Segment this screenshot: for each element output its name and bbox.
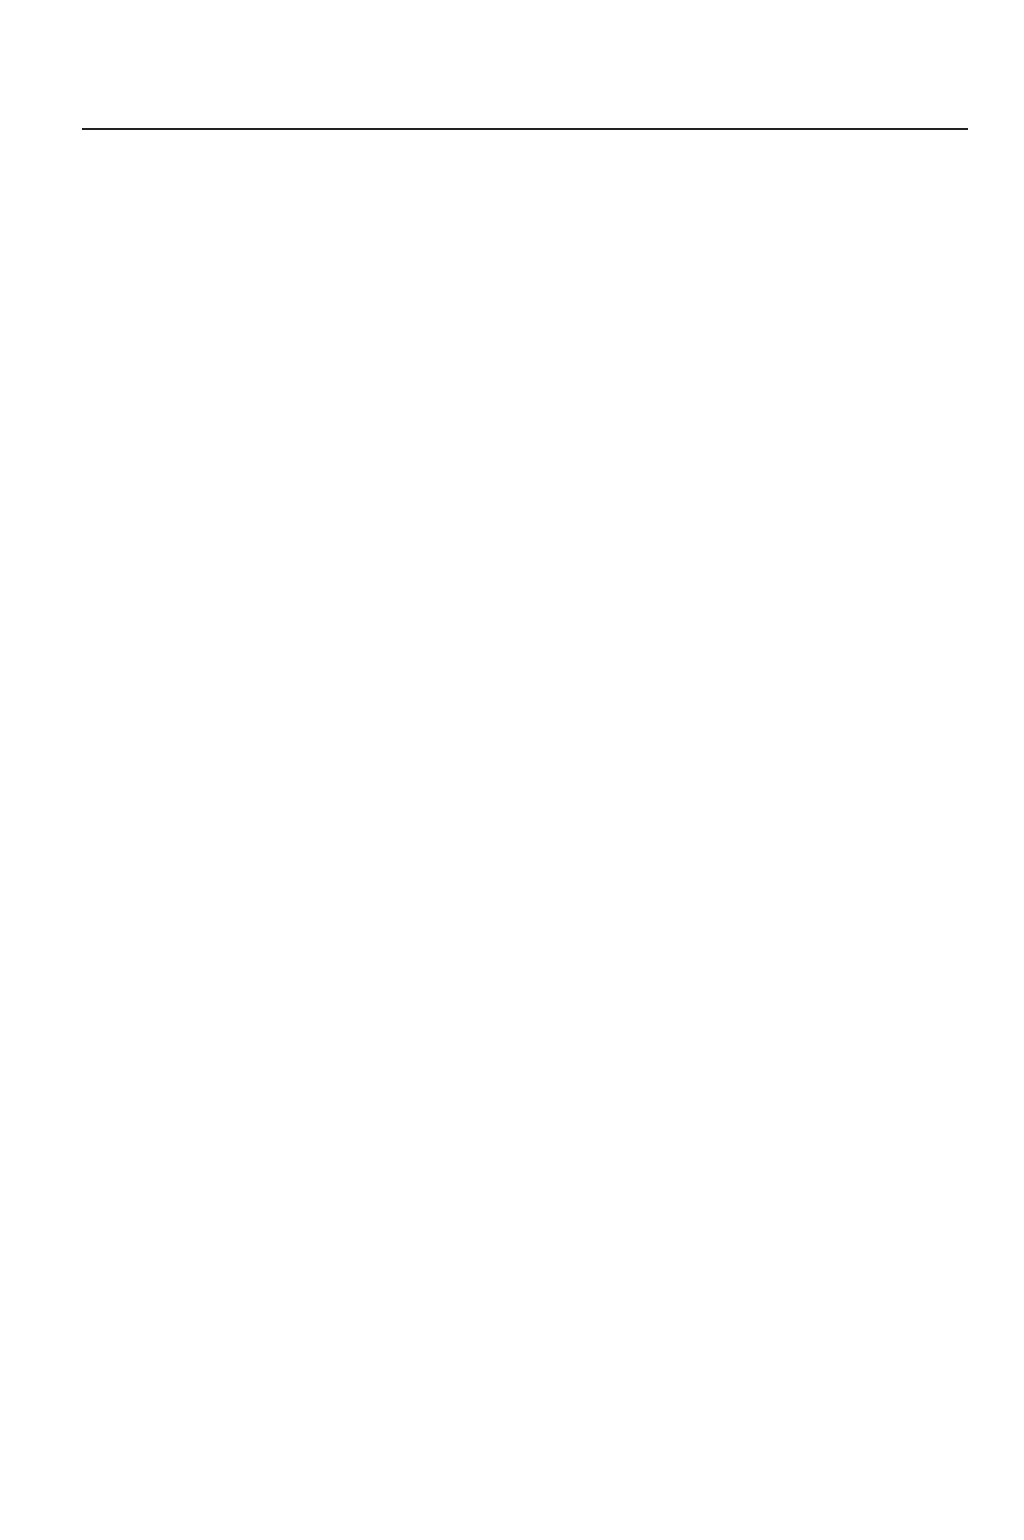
header-rule [82, 128, 968, 130]
